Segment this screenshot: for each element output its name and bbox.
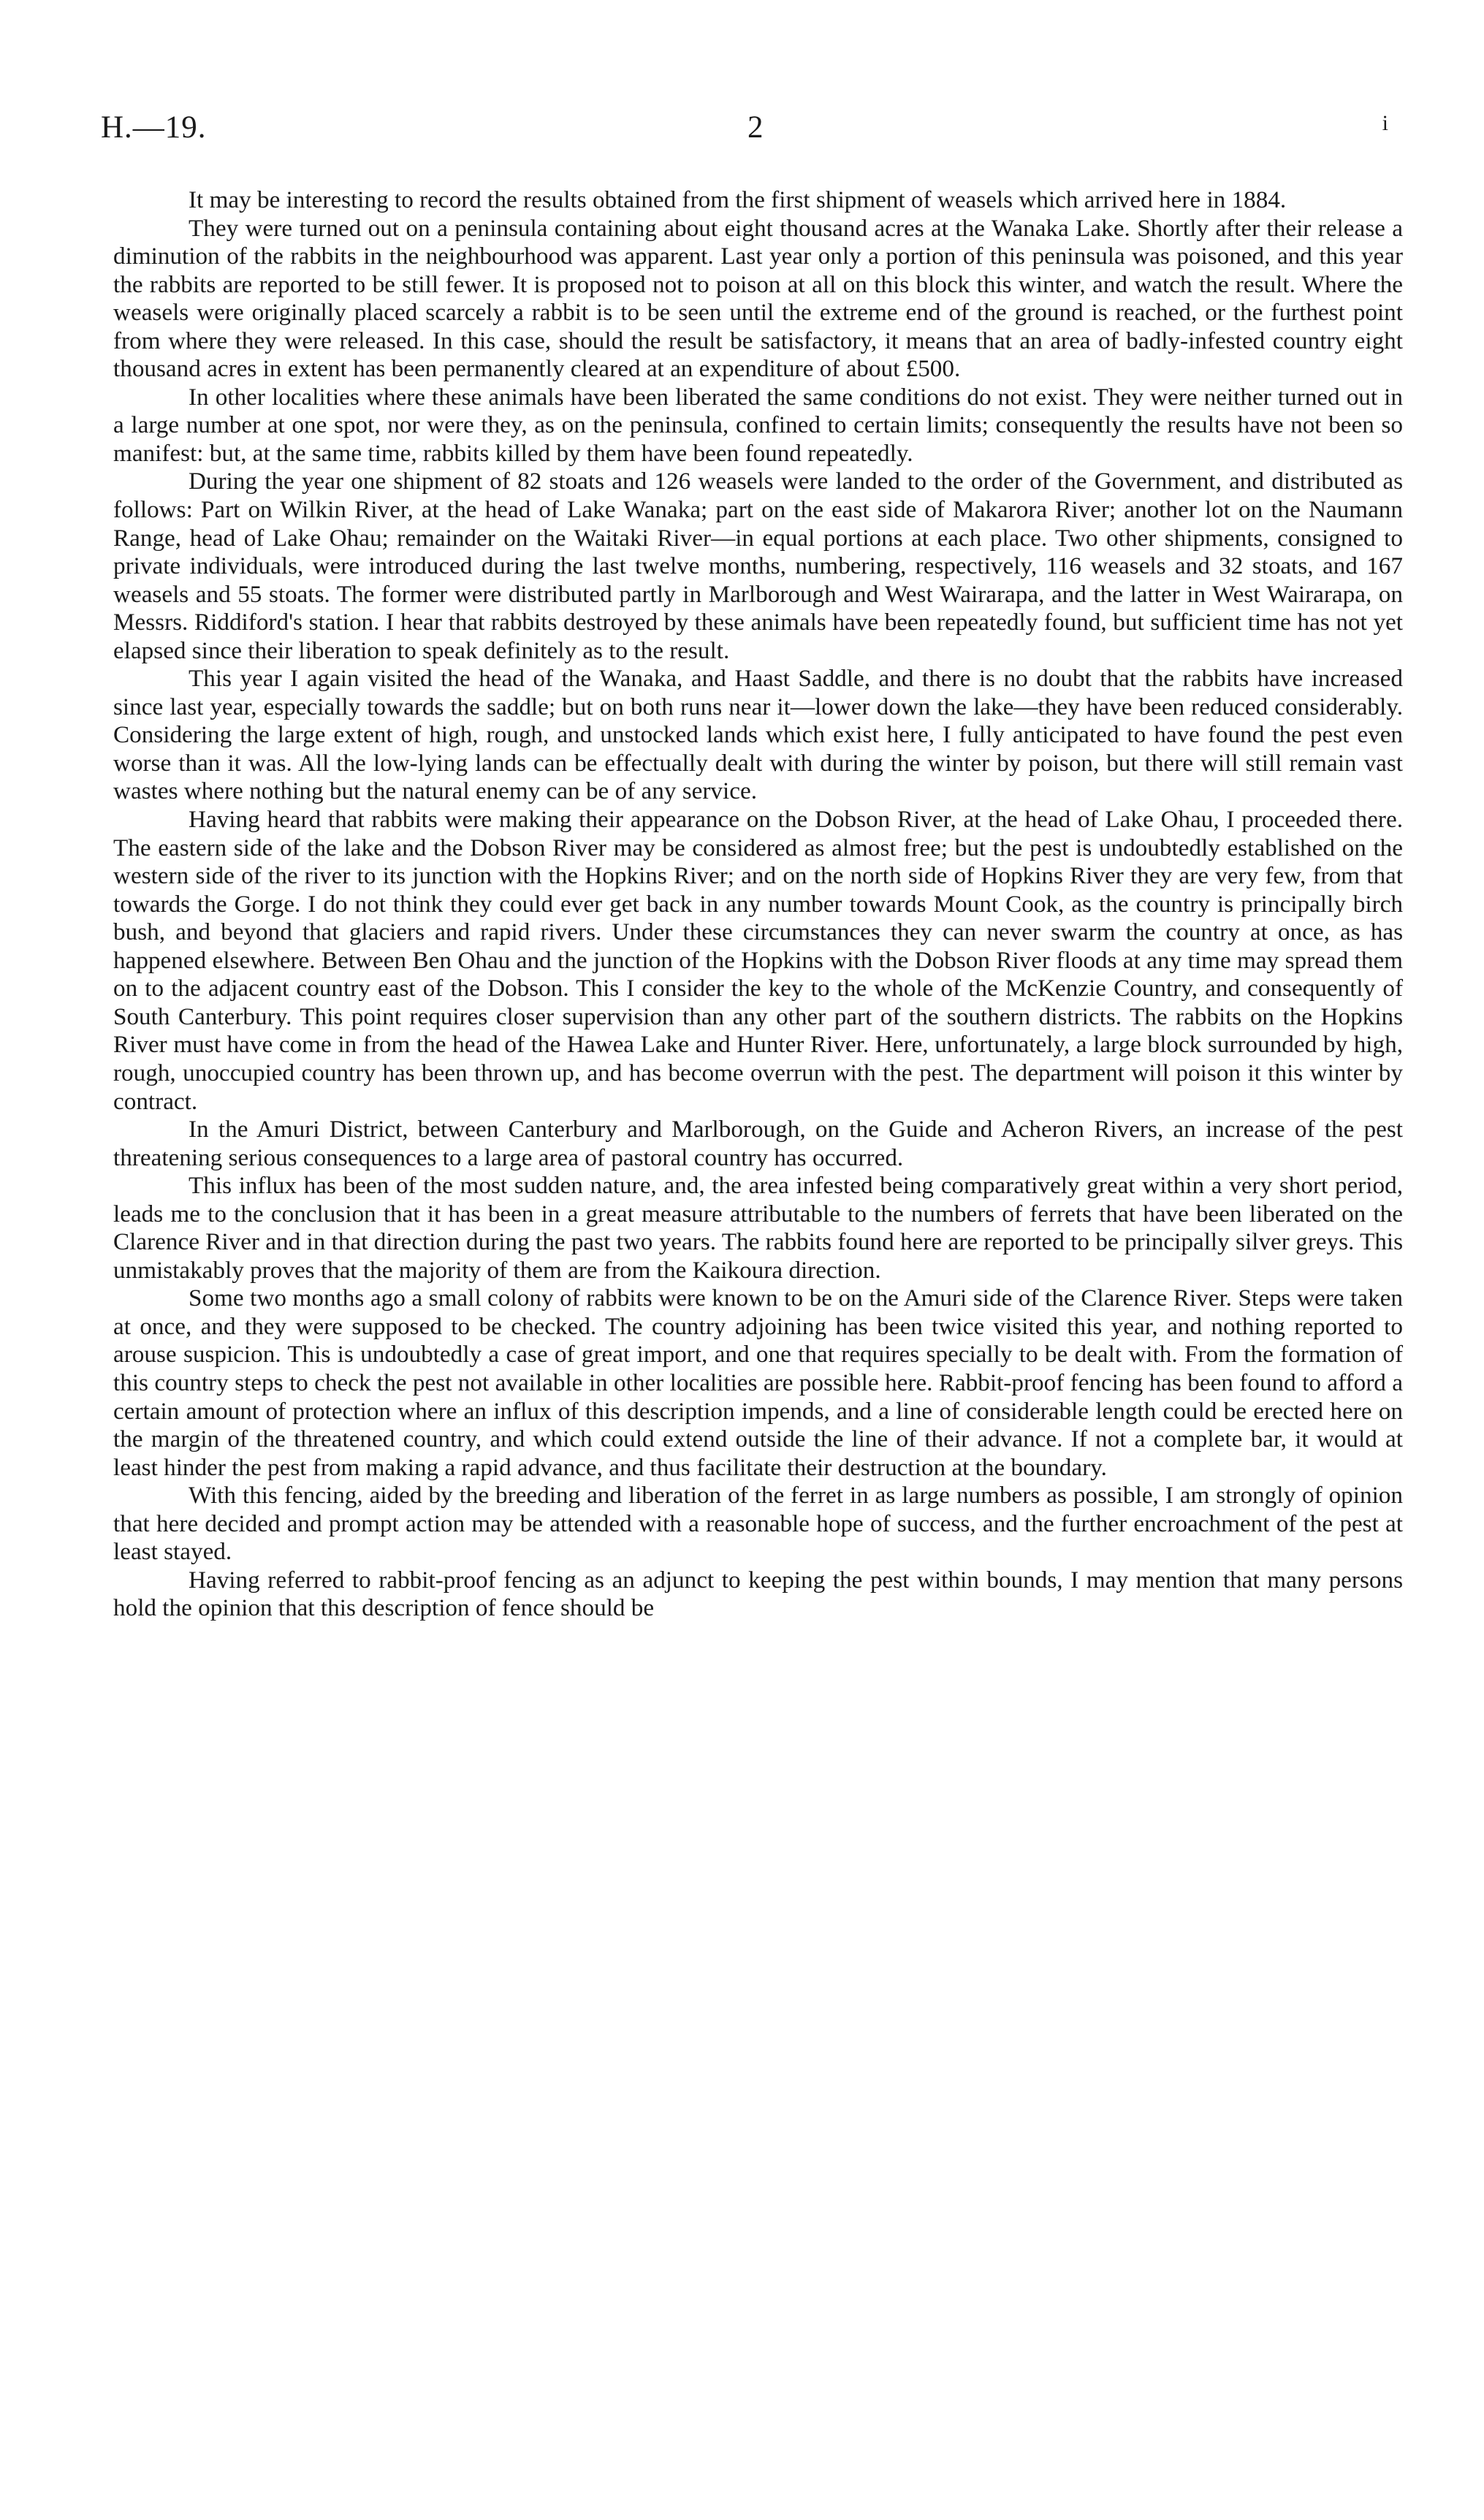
paragraph-shipments: During the year one shipment of 82 stoats and 126 weasels were landed to the order of the Government, and distributed as follows: Part on Wilkin River, at the head of Lake Wanaka; part on the east side of Makarora River; another lot on the Naumann Range, head of Lake Ohau; remainder on the Waitaki River—in equal portions at each place. Two other shipments, consigned to private individuals, were introduced during the last twelve months, numbering, respectively, 116 weasels and 32 stoats, and 167 weasels and 55 stoats. The former were distributed partly in Marlborough and West Wairarapa, and the latter in West Wairarapa, on Messrs. Riddiford's station. I hear that rabbits destroyed by these animals have been repeatedly found, but sufficient time has not yet elapsed since their liberation to speak definitely as to the result. [113,468,1403,664]
paragraph-haast-saddle: This year I again visited the head of the Wanaka, and Haast Saddle, and there is no doubt that the rabbits have increased since last year, especially towards the saddle; but on both runs near it—lower down the lake—they have been reduced considerably. Considering the large extent of high, rough, and unstocked lands which exist here, I fully anticipated to have found the pest even worse than it was. All the low-lying lands can be effectually dealt with during the winter by poison, but there will still remain vast wastes where nothing but the natural enemy can be of any service. [113,665,1403,805]
paragraph-fencing-ferrets: With this fencing, aided by the breeding and liberation of the ferret in as large numbers as possible, I am strongly of opinion that here decided and prompt action may be attended with a reasonable hope of success, and the further encroachment of the pest at least stayed. [113,1482,1403,1566]
page-edge-mark: i [1382,111,1388,135]
paragraph-rabbit-proof-fencing: Having referred to rabbit-proof fencing as an adjunct to keeping the pest within bounds, I may mention that many persons hold the opinion that this description of fence should be [113,1566,1403,1622]
paragraph-clarence-river: Some two months ago a small colony of rabbits were known to be on the Amuri side of the Clarence River. Steps were taken at once, and they were supposed to be checked. The country adjoining has been twice visited this year, and nothing reported to arouse suspicion. This is undoubtedly a case of great import, and one that requires specially to be dealt with. From the formation of this country steps to check the pest not available in other localities are possible here. Rabbit-proof fencing has been found to afford a certain amount of protection where an influx of this description impends, and a line of considerable length could be erected here on the margin of the threatened country, and which could extend outside the line of their advance. If not a complete bar, it would at least hinder the pest from making a rapid advance, and thus facilitate their destruction at the boundary. [113,1284,1403,1481]
page-number: 2 [747,110,764,145]
report-body [113,186,1403,1623]
paragraph-influx: This influx has been of the most sudden nature, and, the area infested being comparatively great within a very short period, leads me to the conclusion that it has been in a great measure attributable to the numbers of ferrets that have been liberated on the Clarence River and in that direction during the past two years. The rabbits found here are reported to be principally silver greys. This unmistakably proves that the majority of them are from the Kaikoura direction. [113,1172,1403,1284]
paragraph-wanaka-peninsula: They were turned out on a peninsula containing about eight thousand acres at the Wanaka Lake. Shortly after their release a diminution of the rabbits in the neighbourhood was apparent. Last year only a portion of this peninsula was poisoned, and this year the rabbits are reported to be still fewer. It is proposed not to poison at all on this block this winter, and watch the result. Where the weasels were originally placed scarcely a rabbit is to be seen until the extreme end of the ground is reached, or the furthest point from where they were released. In this case, should the result be satisfactory, it means that an area of badly-infested country eight thousand acres in extent has been permanently cleared at an expenditure of about £500. [113,214,1403,383]
paragraph-dobson-river: Having heard that rabbits were making their appearance on the Dobson River, at the head of Lake Ohau, I proceeded there. The eastern side of the lake and the Dobson River may be considered as almost free; but the pest is undoubtedly established on the western side of the river to its junction with the Hopkins River; and on the north side of Hopkins River they are very few, from that towards the Gorge. I do not think they could ever get back in any number towards Mount Cook, as the country is principally birch bush, and beyond that glaciers and rapid rivers. Under these circumstances they can never swarm the country at once, as has happened elsewhere. Between Ben Ohau and the junction of the Hopkins with the Dobson River floods at any time may spread them on to the adjacent country east of the Dobson. This I consider the key to the whole of the McKenzie Country, and consequently of South Canterbury. This point requires closer supervision than any other part of the southern districts. The rabbits on the Hopkins River must have come in from the head of the Hawea Lake and Hunter River. Here, unfortunately, a large block surrounded by high, rough, unoccupied country has been thrown up, and has become overrun with the pest. The department will poison it this winter by contract. [113,806,1403,1115]
paragraph-weasels-intro: It may be interesting to record the results obtained from the first shipment of weasels which arrived here in 1884. [189,186,1287,213]
document-reference: H.—19. [101,110,207,145]
page-header [101,110,1394,153]
paragraph-other-localities: In other localities where these animals have been liberated the same conditions do not exist. They were neither turned out in a large number at one spot, nor were they, as on the peninsula, confined to certain limits; consequently the results have not been so manifest: but, at the same time, rabbits killed by them have been found repeatedly. [113,383,1403,467]
paragraph-amuri-district: In the Amuri District, between Canterbury and Marlborough, on the Guide and Acheron Rivers, an increase of the pest threatening serious consequences to a large area of pastoral country has occurred. [113,1116,1403,1171]
